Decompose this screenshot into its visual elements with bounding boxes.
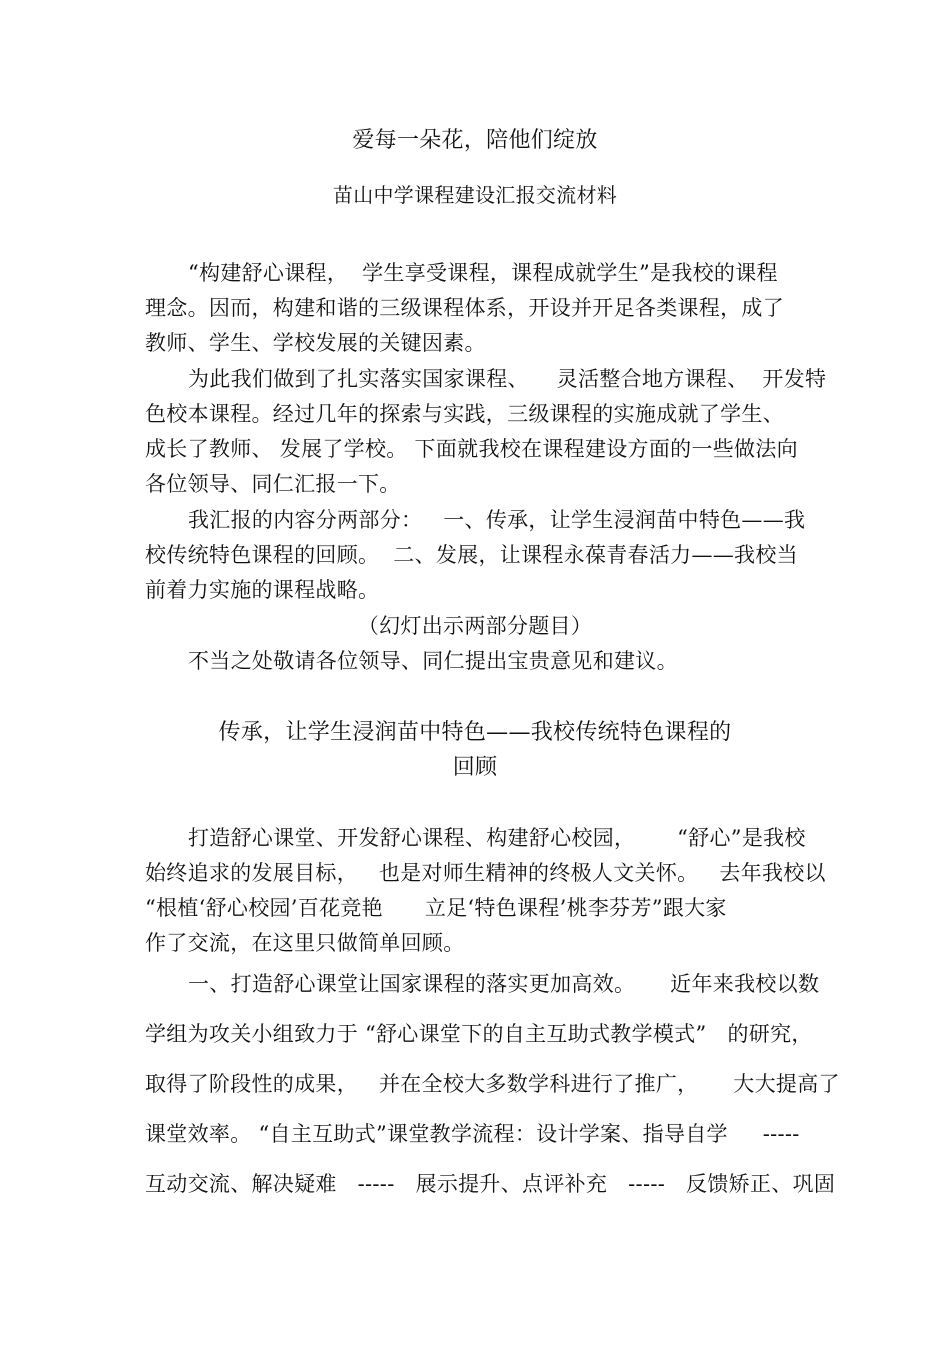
paragraph-line: 取得了阶段性的成果， 并在全校大多数学科进行了推广， 大大提高了 xyxy=(145,1072,840,1096)
document-title: 爱每一朵花，陪他们绽放 xyxy=(352,128,598,153)
paragraph-line: 互动交流、解决疑难 ----- 展示提升、点评补充 ----- 反馈矫正、巩固 xyxy=(145,1172,836,1196)
paragraph-line: 教师、学生、学校发展的关键因素。 xyxy=(145,331,486,355)
paragraph-line: 前着力实施的课程战略。 xyxy=(145,578,380,602)
section-title-line-1: 传承，让学生浸润苗中特色——我校传统特色课程的 xyxy=(218,720,732,745)
paragraph-line: 理念。因而，构建和谐的三级课程体系，开设并开足各类课程，成了 xyxy=(145,296,784,320)
paragraph-line: 成长了教师、 发展了学校。 下面就我校在课程建设方面的一些做法向 xyxy=(145,437,798,461)
paragraph-line: 始终追求的发展目标， 也是对师生精神的终极人文关怀。 去年我校以 xyxy=(145,861,826,885)
paragraph-line: 各位领导、同仁汇报一下。 xyxy=(145,472,401,496)
paragraph-line: “构建舒心课程， 学生享受课程，课程成就学生”是我校的课程 xyxy=(188,261,778,285)
paragraph-line: 我汇报的内容分两部分： 一、传承，让学生浸润苗中特色——我 xyxy=(188,508,806,532)
closing-line: 不当之处敬请各位领导、同仁提出宝贵意见和建议。 xyxy=(188,649,678,673)
paragraph-line: 为此我们做到了扎实落实国家课程、 灵活整合地方课程、 开发特 xyxy=(188,367,827,391)
section-title-line-2: 回顾 xyxy=(452,755,498,780)
paragraph-line: “根植‘舒心校园’百花竞艳 立足‘特色课程’桃李芬芳”跟大家 xyxy=(145,896,727,920)
paragraph-line: 色校本课程。经过几年的探索与实践，三级课程的实施成就了学生、 xyxy=(145,402,784,426)
document-subtitle: 苗山中学课程建设汇报交流材料 xyxy=(332,183,618,207)
paragraph-line: 校传统特色课程的回顾。 二、发展，让课程永葆青春活力——我校当 xyxy=(145,543,798,567)
slide-note: （幻灯出示两部分题目） xyxy=(357,614,593,638)
paragraph-line: 打造舒心课堂、开发舒心课程、构建舒心校园， “舒心”是我校 xyxy=(188,826,806,850)
paragraph-line: 课堂效率。 “自主互助式”课堂教学流程：设计学案、指导自学 ----- xyxy=(145,1122,800,1146)
paragraph-line: 学组为攻关小组致力于 “舒心课堂下的自主互助式教学模式” 的研究， xyxy=(145,1022,813,1046)
paragraph-line: 作了交流，在这里只做简单回顾。 xyxy=(145,931,465,955)
paragraph-line: 一、打造舒心课堂让国家课程的落实更加高效。 近年来我校以数 xyxy=(188,972,820,996)
